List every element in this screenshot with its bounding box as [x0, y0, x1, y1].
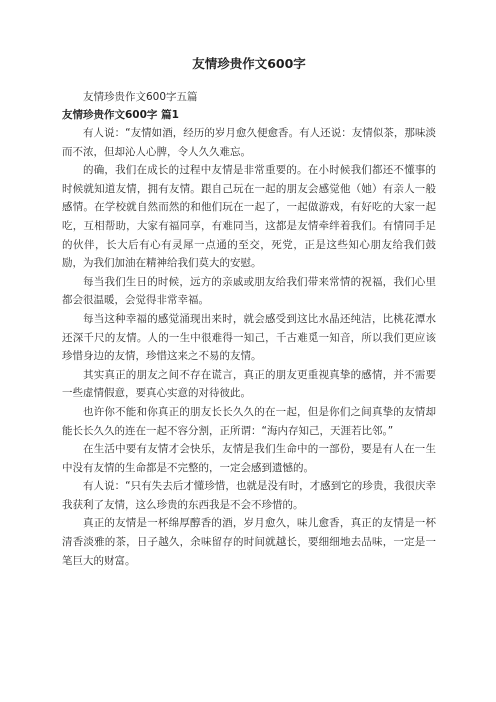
document-subtitle: 友情珍贵作文600字五篇: [83, 91, 198, 103]
paragraph: 每当这种幸福的感觉涌现出来时，就会感受到这比水晶还纯洁，比桃花潭水还深千尺的友情。人的一生中很难得一知己，千古难觅一知音，所以我们更应该珍惜身边的友情，珍惜这来之不易的友情。: [62, 312, 436, 363]
paragraph: 的确，我们在成长的过程中友情是非常重要的。在小时候我们都还不懂事的时候就知道友情，拥有友情。跟自己玩在一起的朋友会感觉他（她）有亲人一般感情。在学校就自然而然的和他们玩在一起了，一起做游戏，有好吃的大家一起吃，互相帮助，大家有福同享，有难同当，这都是友情牵绊着我们。有情同手足的伙伴，长大后有心有灵犀一点通的至交，死党，正是这些知心朋友给我们鼓励，为我们加油在精神给我们莫大的安慰。: [62, 164, 436, 270]
paragraph: 每当我们生日的时候，远方的亲戚或朋友给我们带来常情的祝福，我们心里都会很温暖，会觉得非常幸福。: [62, 275, 436, 307]
paragraph: 也许你不能和你真正的朋友长长久久的在一起，但是你们之间真挚的友情却能长长久久的连在一起不容分割，正所谓：“海内存知己，天涯若比邻。”: [62, 405, 436, 437]
paragraph: 在生活中要有友情才会快乐，友情是我们生命中的一部份，要是有人在一生中没有友情的生命都是不完整的，一定会感到遗憾的。: [62, 443, 436, 474]
section-heading: 友情珍贵作文600字 篇1: [62, 109, 179, 121]
paragraph: 有人说：“只有失去后才懂珍惜，也就是没有时，才感到它的珍贵，我很庆幸我获利了友情，这么珍贵的东西我是不会不珍惜的。: [62, 480, 436, 511]
paragraph: 其实真正的朋友之间不存在谎言，真正的朋友更重视真挚的感情，并不需要一些虚情假意，要真心实意的对待彼此。: [62, 368, 436, 400]
paragraph: 真正的友情是一杯绵厚醇香的酒，岁月愈久，味儿愈香，真正的友情是一杯清香淡雅的茶，日子越久，余味留存的时间就越长，要细细地去品味，一定是一笔巨大的财富。: [62, 517, 436, 567]
document-title: 友情珍贵作文600字: [192, 56, 306, 71]
paragraph: 有人说：“友情如酒，经历的岁月愈久便愈香。有人还说：友情似茶，那味淡而不浓，但却沁人心脾，令人久久难忘。: [62, 127, 436, 158]
